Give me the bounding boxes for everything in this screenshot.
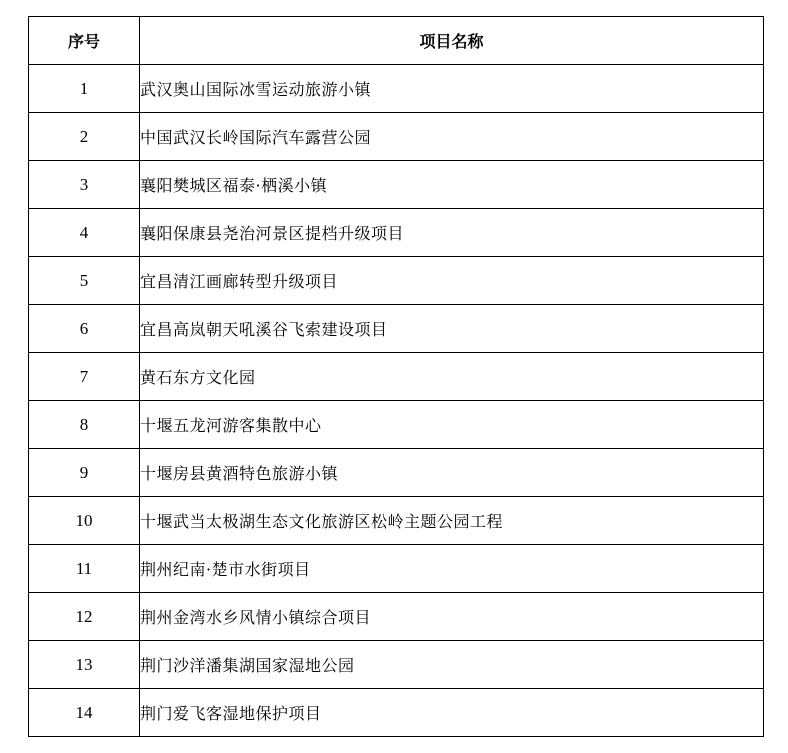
project-name: 武汉奥山国际冰雪运动旅游小镇 <box>140 65 764 113</box>
row-number: 8 <box>29 401 140 449</box>
row-number: 13 <box>29 641 140 689</box>
table-row <box>29 305 764 353</box>
project-name: 荆州纪南·楚市水街项目 <box>140 545 764 593</box>
row-number: 10 <box>29 497 140 545</box>
project-name: 十堰五龙河游客集散中心 <box>140 401 764 449</box>
table-row <box>29 497 764 545</box>
row-number: 11 <box>29 545 140 593</box>
row-number: 4 <box>29 209 140 257</box>
project-name: 十堰武当太极湖生态文化旅游区松岭主题公园工程 <box>140 497 764 545</box>
table-row <box>29 401 764 449</box>
table-row <box>29 449 764 497</box>
table-row <box>29 593 764 641</box>
table-row <box>29 65 764 113</box>
row-number: 2 <box>29 113 140 161</box>
row-number: 3 <box>29 161 140 209</box>
row-number: 5 <box>29 257 140 305</box>
table-row <box>29 113 764 161</box>
project-name: 襄阳樊城区福泰·栖溪小镇 <box>140 161 764 209</box>
row-number: 9 <box>29 449 140 497</box>
table-header-row <box>29 17 764 65</box>
project-name: 宜昌清江画廊转型升级项目 <box>140 257 764 305</box>
row-number: 14 <box>29 689 140 737</box>
table-row <box>29 545 764 593</box>
project-name: 襄阳保康县尧治河景区提档升级项目 <box>140 209 764 257</box>
project-name: 荆州金湾水乡风情小镇综合项目 <box>140 593 764 641</box>
project-name: 荆门沙洋潘集湖国家湿地公园 <box>140 641 764 689</box>
table-row <box>29 257 764 305</box>
table-row <box>29 161 764 209</box>
header-serial-number: 序号 <box>29 17 140 65</box>
project-name: 宜昌高岚朝天吼溪谷飞索建设项目 <box>140 305 764 353</box>
row-number: 1 <box>29 65 140 113</box>
row-number: 6 <box>29 305 140 353</box>
table-row <box>29 209 764 257</box>
project-name: 黄石东方文化园 <box>140 353 764 401</box>
table-row <box>29 641 764 689</box>
project-name: 中国武汉长岭国际汽车露营公园 <box>140 113 764 161</box>
table-row <box>29 353 764 401</box>
project-table <box>28 16 764 737</box>
project-name: 荆门爱飞客湿地保护项目 <box>140 689 764 737</box>
header-project-name: 项目名称 <box>140 17 764 65</box>
project-name: 十堰房县黄酒特色旅游小镇 <box>140 449 764 497</box>
row-number: 12 <box>29 593 140 641</box>
row-number: 7 <box>29 353 140 401</box>
table-row <box>29 689 764 737</box>
